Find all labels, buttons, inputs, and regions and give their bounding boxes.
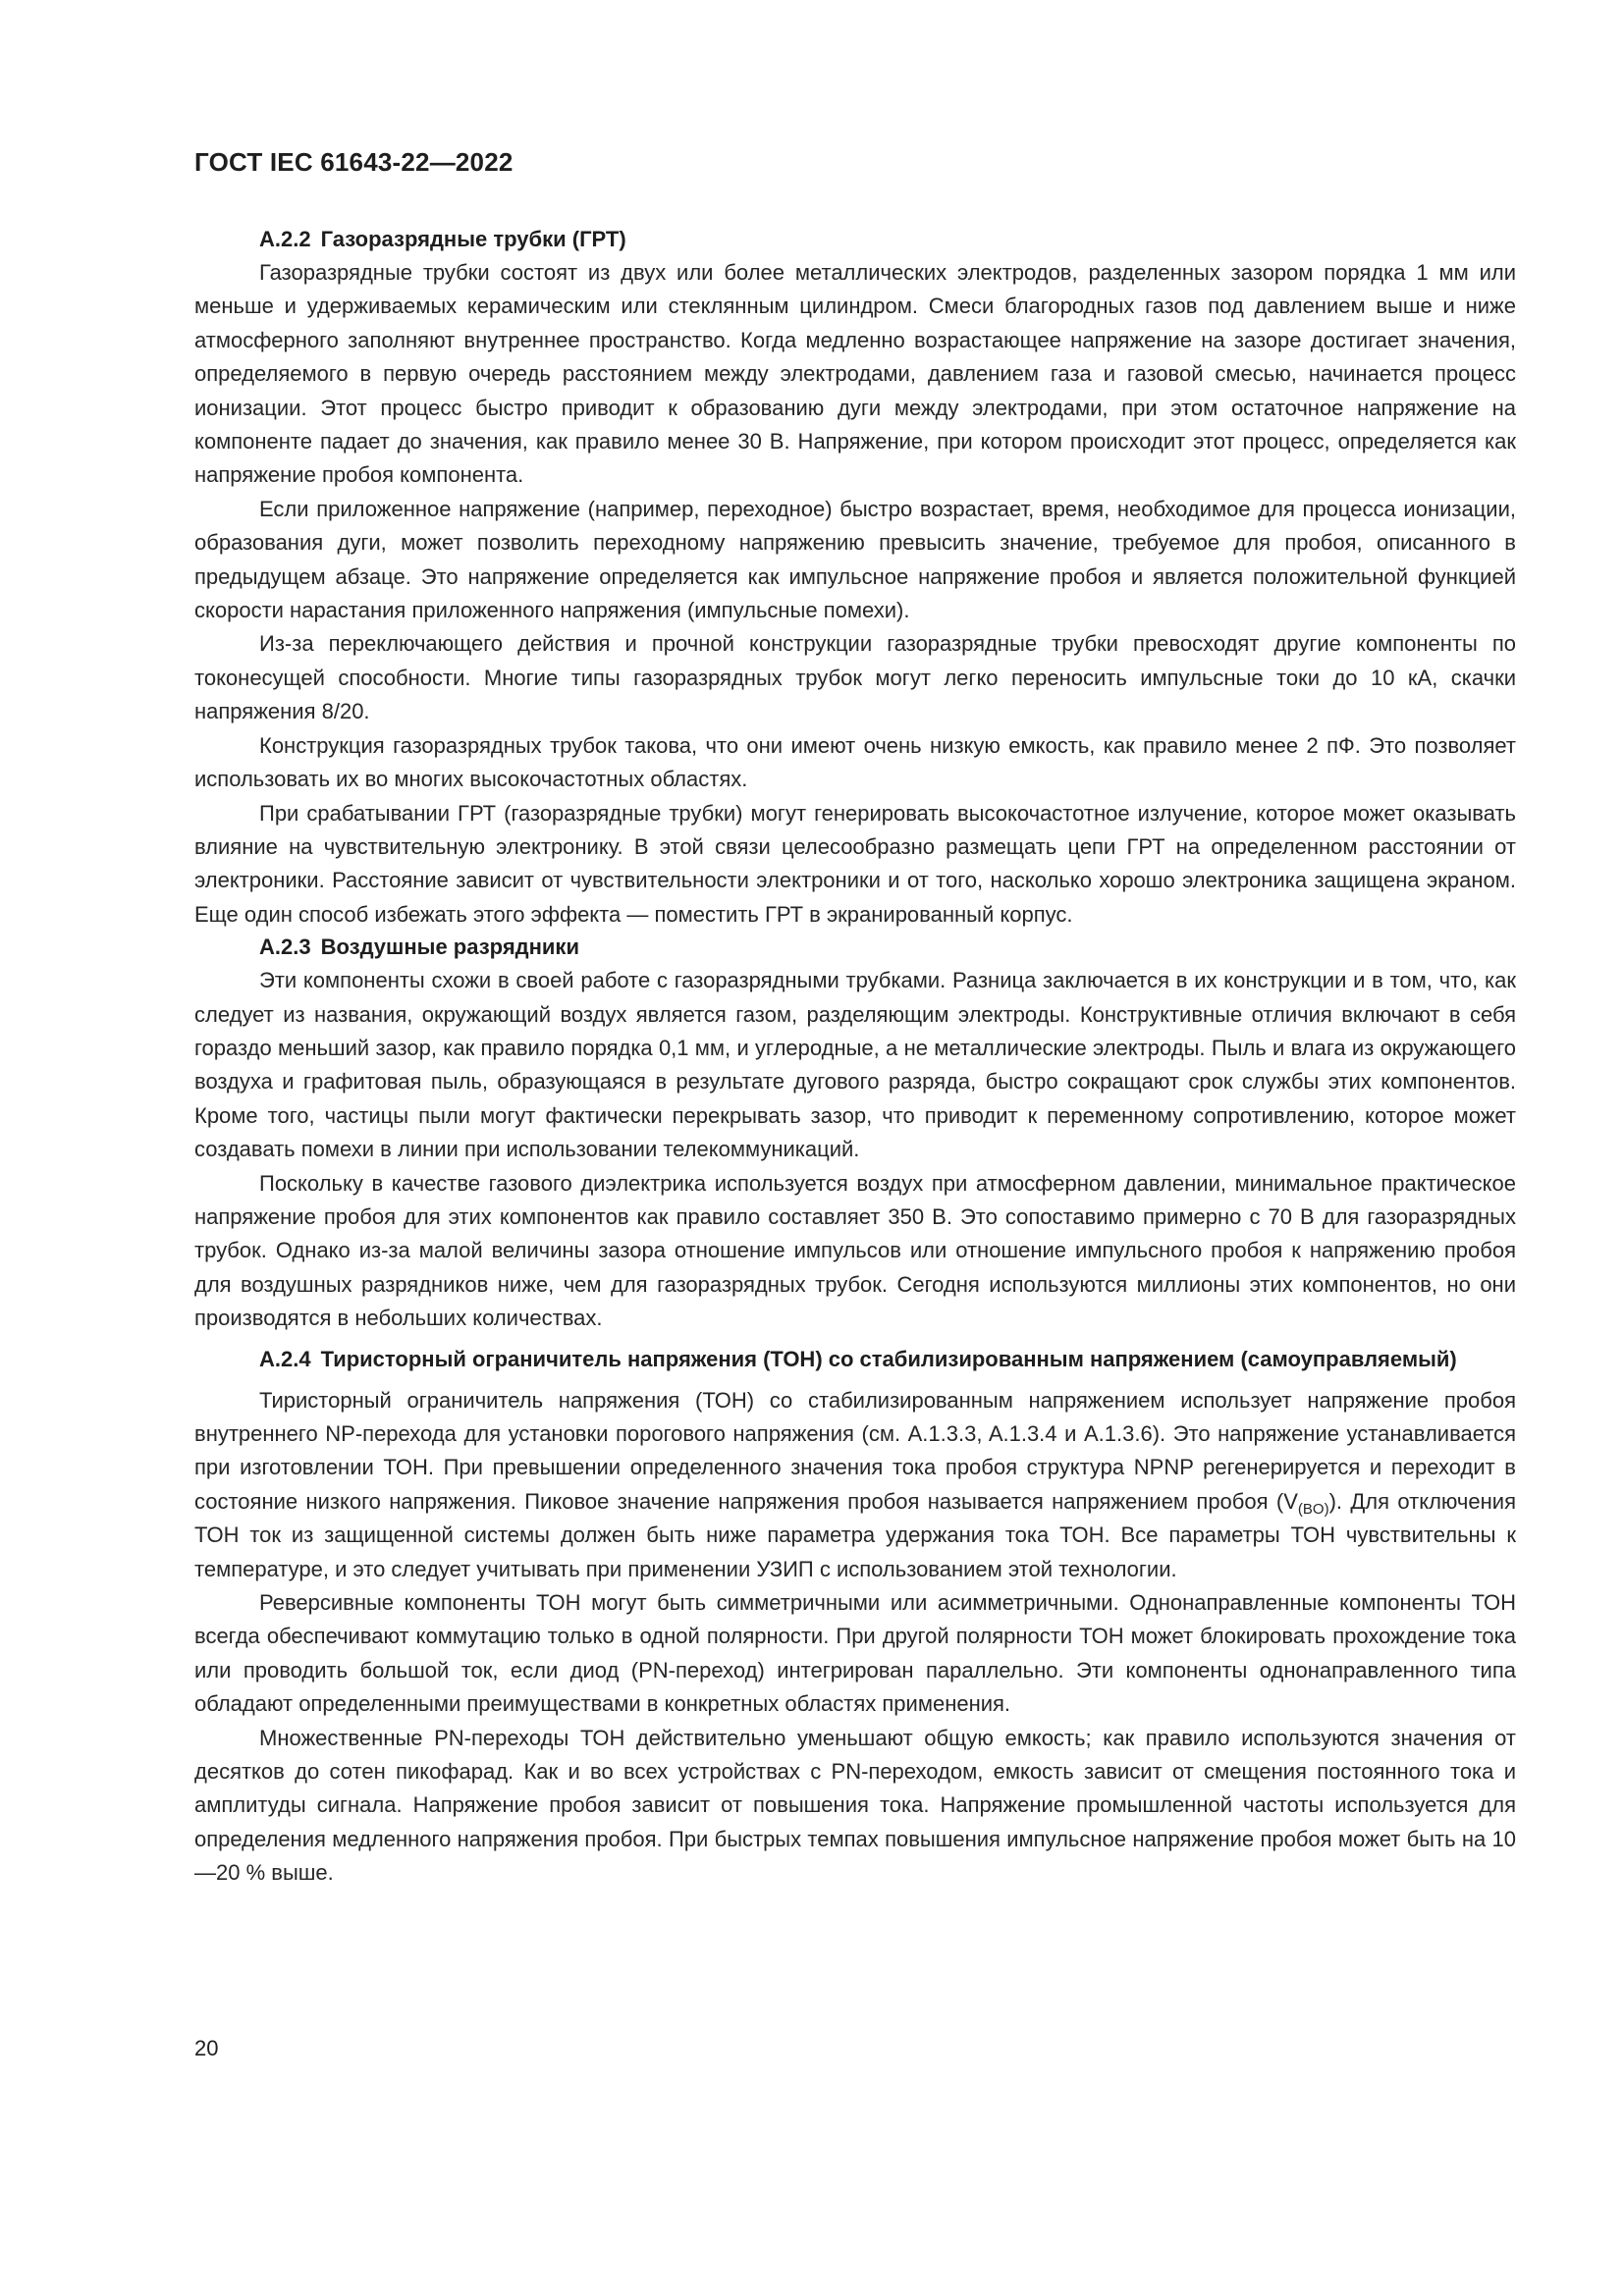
section-number: A.2.3 xyxy=(259,934,311,960)
section-title: Тиристорный ограничитель напряжения (ТОН) со стабилизированным напряжением (самоуправляемый) xyxy=(320,1346,1457,1371)
paragraph: Реверсивные компоненты ТОН могут быть симметричными или асимметричными. Однонаправленные компоненты ТОН всегда обеспечивают коммутацию только в одной полярности. При другой полярности ТОН может блокировать прохождение тока или проводить большой ток, если диод (PN-переход) интегрирован параллельно. Эти компоненты однонаправленного типа обладают определенными преимуществами в конкретных областях применения. xyxy=(194,1590,1516,1717)
subscript-bo: (BO) xyxy=(1297,1500,1329,1518)
section-a-2-3 xyxy=(194,932,1516,1335)
document-header: ГОСТ IEC 61643-22—2022 xyxy=(194,147,514,177)
paragraph: Конструкция газоразрядных трубок такова, что они имеют очень низкую емкость, как правило менее 2 пФ. Это позволяет использовать их во многих высокочастотных областях. xyxy=(194,732,1516,792)
section-number: A.2.2 xyxy=(259,227,311,251)
paragraph: При срабатывании ГРТ (газоразрядные трубки) могут генерировать высокочастотное излучение, которое может оказывать влияние на чувствительную электронику. В этой связи целесообразно размещать цепи ГРТ на определенном расстоянии от электроники. Расстояние зависит от чувствительности электроники и от того, насколько хорошо электроника защищена экраном. Еще один способ избежать этого эффекта — поместить ГРТ в экранированный корпус. xyxy=(194,800,1516,927)
section-spacer xyxy=(194,1376,1516,1384)
document-body xyxy=(194,224,1516,1891)
paragraph xyxy=(194,1384,1516,1586)
paragraph: Газоразрядные трубки состоят из двух или более металлических электродов, разделенных зазором порядка 1 мм или меньше и удерживаемых керамическим или стеклянным цилиндром. Смеси благородных газов под давлением выше и ниже атмосферного заполняют внутреннее пространство. Когда медленно возрастающее напряжение на зазоре достигает значения, определяемого в первую очередь расстоянием между электродами, давлением газа и газовой смесью, начинается процесс ионизации. Этот процесс быстро приводит к образованию дуги между электродами, при этом остаточное напряжение на компоненте падает до значения, как правило менее 30 В. Напряжение, при котором происходит этот процесс, определяется как напряжение пробоя компонента. xyxy=(194,260,1516,488)
paragraph-text-tail: ). Для отключения ТОН ток из защищенной системы должен быть ниже параметра удержания тока ТОН. Все параметры ТОН чувствительны к температуре, и это следует учитывать при применении УЗИП с использованием этой технологии. xyxy=(194,1488,1516,1581)
paragraph-text: Тиристорный ограничитель напряжения (ТОН) со стабилизированным напряжением использует напряжение пробоя внутреннего NP-перехода для установки порогового напряжения (см. A.1.3.3, A.1.3.4 и A.1.3.6). Это напряжение устанавливается при изготовлении ТОН. При превышении определенного значения тока пробоя структура NPNP регенерируется и переходит в состояние низкого напряжения. Пиковое значение напряжения пробоя называется напряжением пробоя (V xyxy=(194,1387,1516,1514)
section-spacer xyxy=(194,1336,1516,1344)
section-title: Воздушные разрядники xyxy=(320,934,579,960)
page-number: 20 xyxy=(194,2036,219,2060)
paragraph: Поскольку в качестве газового диэлектрика используется воздух при атмосферном давлении, минимальное практическое напряжение пробоя для этих компонентов как правило составляет 350 В. Это сопоставимо примерно с 70 В для газоразрядных трубок. Однако из-за малой величины зазора отношение импульсов или отношение импульсного пробоя к напряжению пробоя для воздушных разрядников ниже, чем для газоразрядных трубок. Сегодня используются миллионы этих компонентов, но они производятся в небольших количествах. xyxy=(194,1170,1516,1331)
section-a-2-2 xyxy=(194,224,1516,932)
paragraph: Из-за переключающего действия и прочной конструкции газоразрядные трубки превосходят другие компоненты по токонесущей способности. Многие типы газоразрядных трубок могут легко переносить импульсные токи до 10 кА, скачки напряжения 8/20. xyxy=(194,631,1516,724)
section-heading xyxy=(194,932,1516,963)
paragraph: Множественные PN-переходы ТОН действительно уменьшают общую емкость; как правило используются значения от десятков до сотен пикофарад. Как и во всех устройствах с PN-переходом, емкость зависит от смещения постоянного тока и амплитуды сигнала. Напряжение пробоя зависит от повышения тока. Напряжение промышленной частоты используется для определения медленного напряжения пробоя. При быстрых темпах повышения импульсное напряжение пробоя может быть на 10—20 % выше. xyxy=(194,1725,1516,1886)
section-a-2-4 xyxy=(194,1344,1516,1891)
section-number: A.2.4 xyxy=(259,1346,311,1371)
section-heading xyxy=(194,224,1516,255)
section-title: Газоразрядные трубки (ГРТ) xyxy=(320,227,626,251)
paragraph: Эти компоненты схожи в своей работе с газоразрядными трубками. Разница заключается в их конструкции и в том, что, как следует из названия, окружающий воздух является газом, разделяющим электроды. Конструктивные отличия включают в себя гораздо меньший зазор, как правило порядка 0,1 мм, и углеродные, а не металлические электроды. Пыль и влага из окружающего воздуха и графитовая пыль, образующаяся в результате дугового разряда, быстро сокращают срок службы этих компонентов. Кроме того, частицы пыли могут фактически перекрывать зазор, что приводит к переменному сопротивлению, которое может создавать помехи в линии при использовании телекоммуникаций. xyxy=(194,968,1516,1162)
paragraph: Если приложенное напряжение (например, переходное) быстро возрастает, время, необходимое для процесса ионизации, образования дуги, может позволить переходному напряжению превысить значение, требуемое для пробоя, описанного в предыдущем абзаце. Это напряжение определяется как импульсное напряжение пробоя и является положительной функцией скорости нарастания приложенного напряжения (импульсные помехи). xyxy=(194,496,1516,623)
section-heading xyxy=(194,1344,1516,1375)
